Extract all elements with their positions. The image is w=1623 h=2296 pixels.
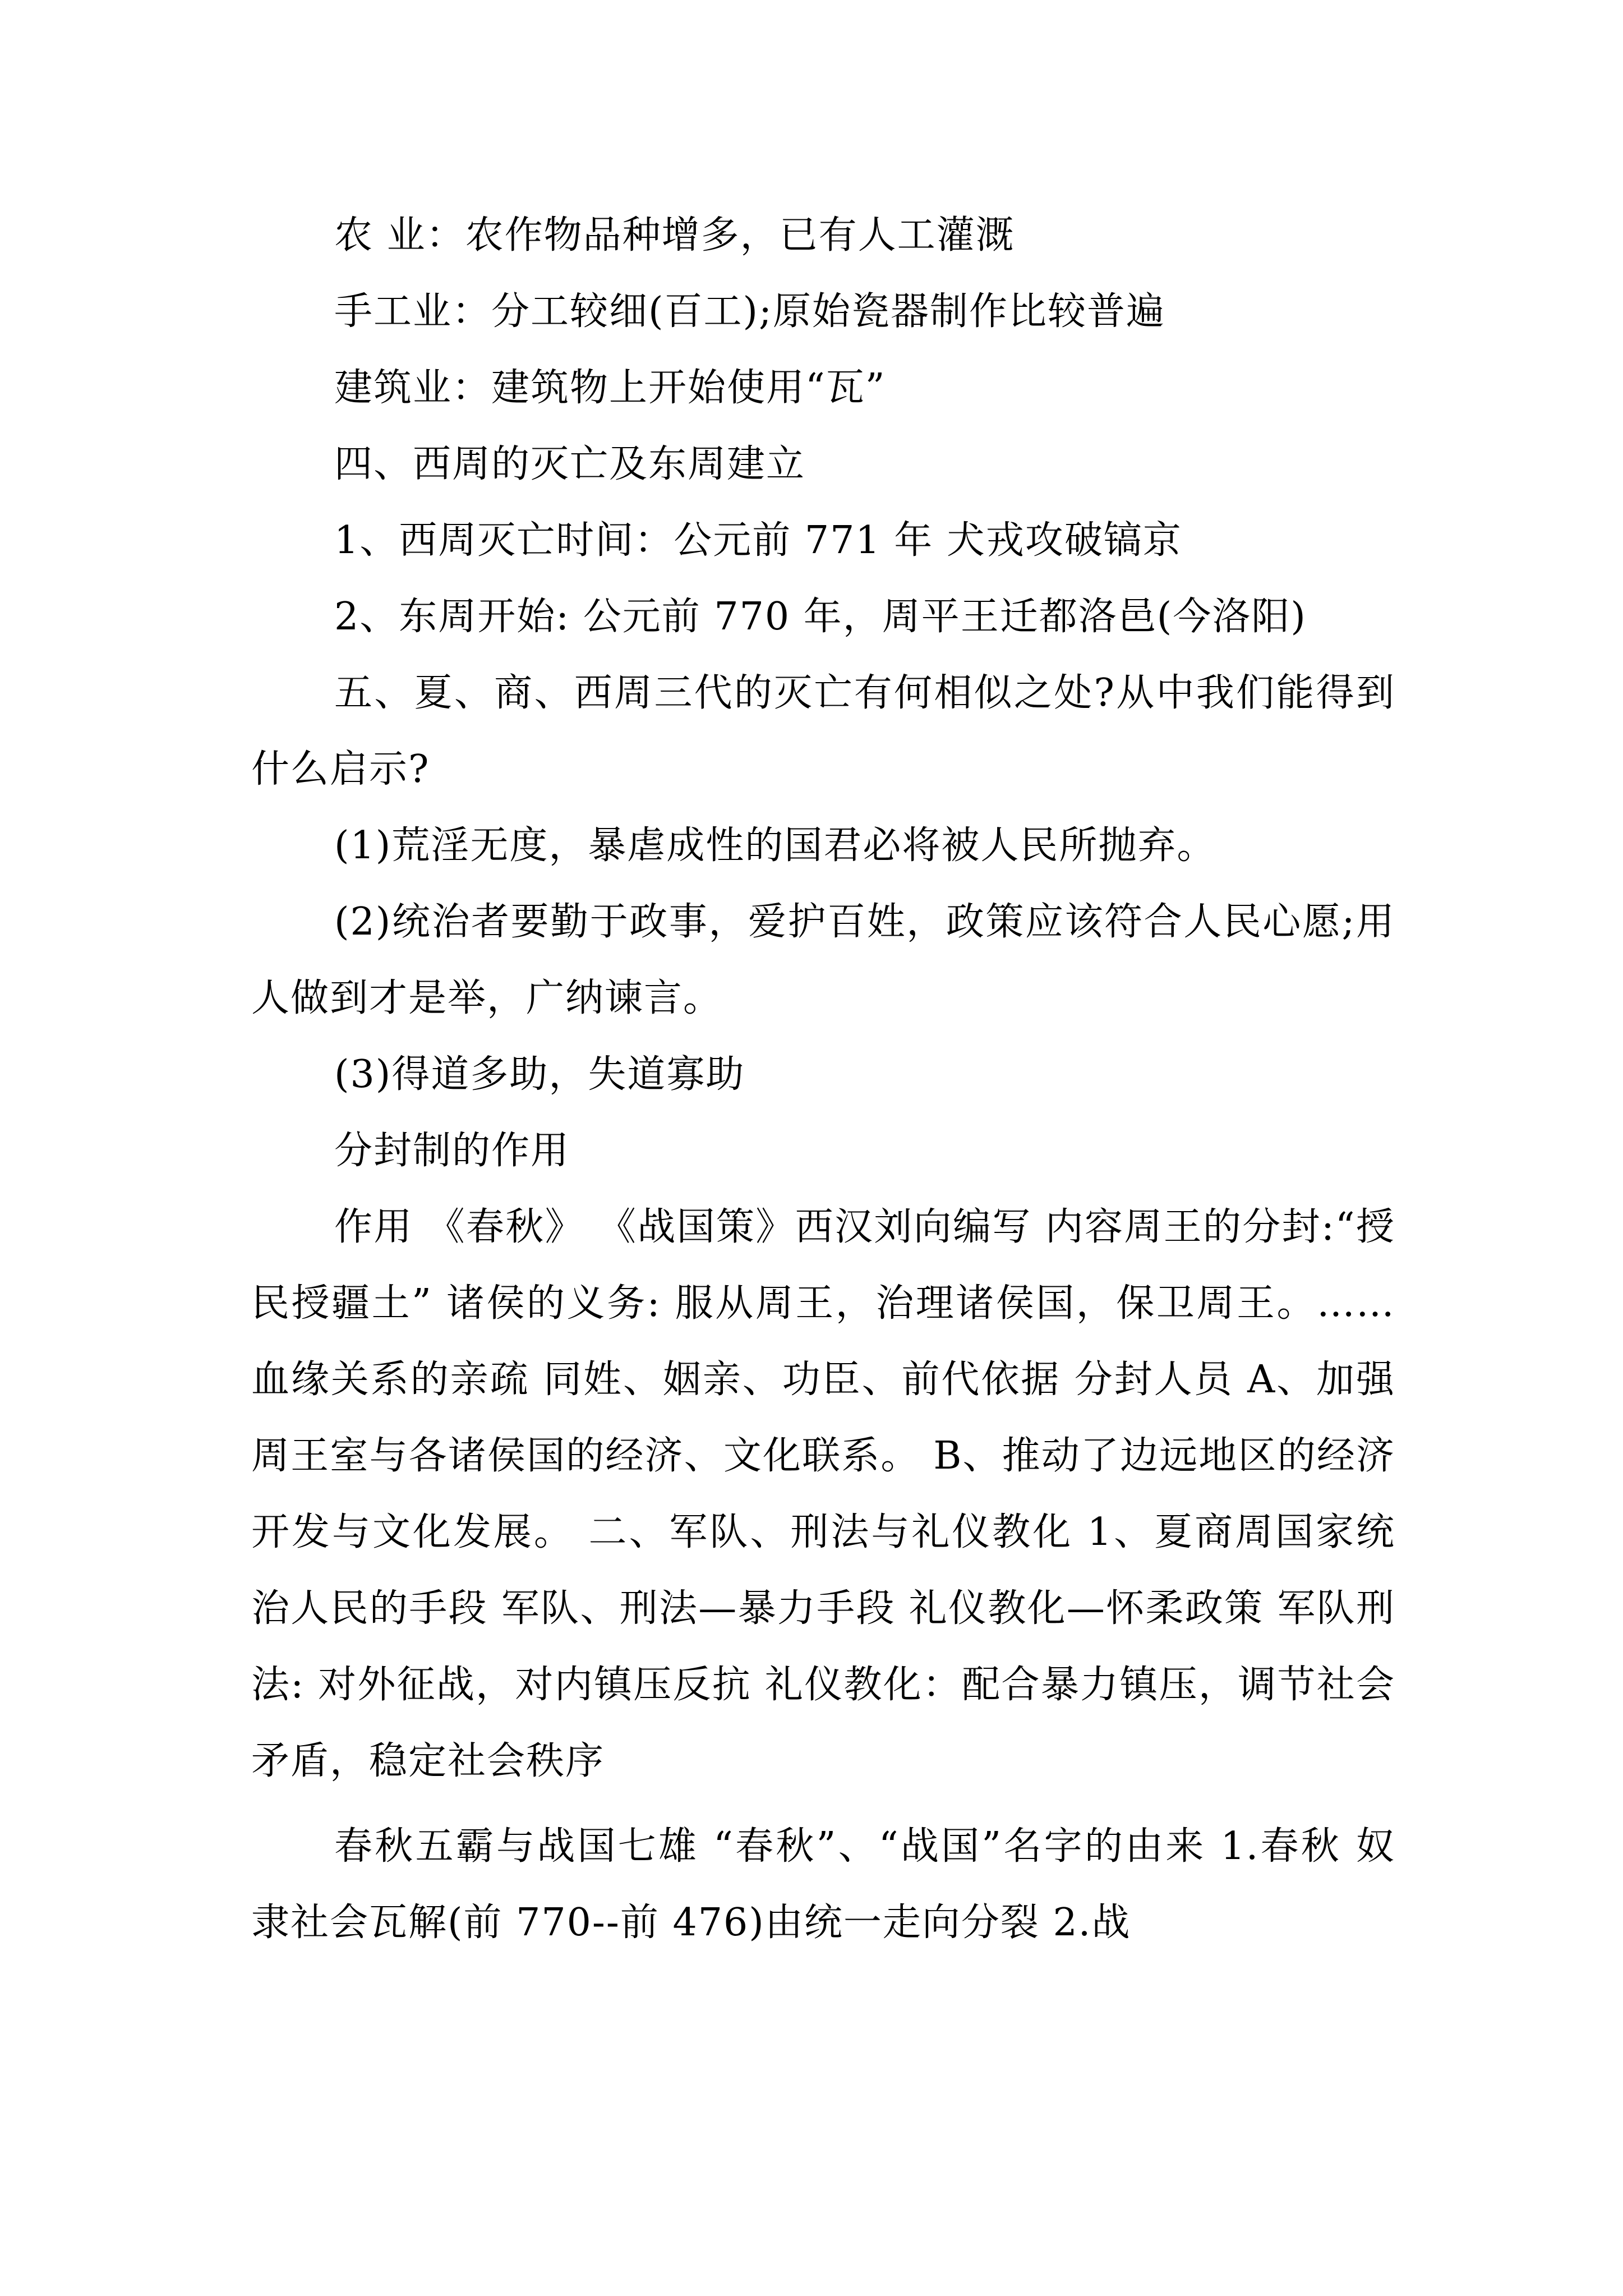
section-heading-feudal-role: 分封制的作用 bbox=[334, 1129, 570, 1173]
paragraph-handicraft: 手工业：分工较细(百工);原始瓷器制作比较普遍 bbox=[334, 289, 1165, 334]
paragraph-feudal-details: 作用 《春秋》 《战国策》西汉刘向编写 内容周王的分封:“授民授疆土” 诸侯的义务: 服从周王，治理诸侯国，保卫周王。…… 血缘关系的亲疏 同姓、姻亲、功臣、前代依据 分封人员 A、加强周王室与各诸侯国的经济、文化联系。 B、推动了边远地区的经济开发与文化发展。 二、军队、刑法与礼仪教化 1、夏商周国家统治人民的手段 军队、刑法—暴力手段 礼仪教化—怀柔政策 军队刑法: 对外征战，对内镇压反抗 礼仪教化：配合暴力镇压，调节社会矛盾，稳定社会秩序 bbox=[251, 1205, 1395, 1783]
paragraph-construction: 建筑业：建筑物上开始使用“瓦” bbox=[334, 366, 886, 410]
section-heading-three-dynasties: 五、夏、商、西周三代的灭亡有何相似之处?从中我们能得到什么启示? bbox=[251, 671, 1395, 792]
paragraph-spacer bbox=[251, 1800, 1395, 1809]
paragraph-lesson-2: (2)统治者要勤于政事，爱护百姓，政策应该符合人民心愿;用人做到才是举，广纳谏言。 bbox=[251, 900, 1395, 1020]
paragraph-lesson-3: (3)得道多助，失道寡助 bbox=[334, 1052, 745, 1097]
paragraph-lesson-1: (1)荒淫无度，暴虐成性的国君必将被人民所抛弃。 bbox=[334, 823, 1216, 868]
paragraph-agriculture: 农 业：农作物品种增多，已有人工灌溉 bbox=[334, 213, 1015, 257]
section-heading-west-zhou-fall: 四、西周的灭亡及东周建立 bbox=[334, 442, 806, 486]
document-body bbox=[251, 197, 1395, 1961]
paragraph-spring-autumn: 春秋五霸与战国七雄 “春秋”、“战国”名字的由来 1.春秋 奴隶社会瓦解(前 770--前 476)由统一走向分裂 2.战 bbox=[251, 1824, 1395, 1945]
paragraph-east-zhou-start: 2、东周开始: 公元前 770 年，周平王迁都洛邑(今洛阳) bbox=[334, 595, 1307, 639]
paragraph-west-zhou-end: 1、西周灭亡时间：公元前 771 年 犬戎攻破镐京 bbox=[334, 518, 1182, 563]
